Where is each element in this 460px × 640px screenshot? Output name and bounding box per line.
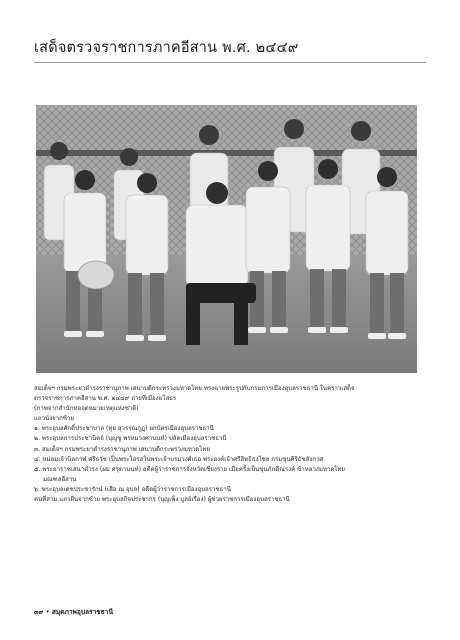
- caption-line: ตรวจราชการภาคอีสาน พ.ศ. ๒๔๔๙ ถ่ายที่เมืองยโสธร: [34, 395, 177, 403]
- photo-caption: [34, 384, 429, 505]
- historical-group-photo: [36, 105, 417, 373]
- caption-line: ๔. หม่อมเจ้านิลกาฬ ศรีธวัช เป็นพระโอรสในพระเจ้าบรมวงศ์เธอ พระองค์เจ้าศรีสิทธิธงไชย กรมขุนศิริธัชสังกาศ: [34, 455, 324, 463]
- page-footer: [34, 606, 113, 617]
- caption-line: สมเด็จฯ กรมพระยาดำรงราชานุภาพ เสนาบดีกระทรวงมหาดไทย ทรงฉายพระรูปกับกรมการเมืองอุบลราชธานี ในคราวเสด็จ: [34, 385, 355, 392]
- caption-line: (ภาพจากสำนักหอจดหมายเหตุแห่งชาติ): [34, 405, 139, 413]
- caption-line: ๕. พระยาราชเสนาดำรง (ผม ศรุตานนท์) อดีตผู้ว่าราชการจังหวัดเชียงราย เมื่อครั้งเป็นขุนภักดีณรงค์ ข้าหลวงมหาดไทย: [34, 465, 345, 473]
- group-photo-graphic: [36, 105, 417, 373]
- page-number: ๓๙: [34, 608, 44, 616]
- caption-line: คนที่สาม แถวยืนจากซ้าย พระอุบลกิจประชากร (บุญเพ็ง บูลย์เรือง) ผู้ช่วยราชการเมืองอุบลราชธานี: [34, 496, 290, 504]
- caption-line: ๑. พระอุบลศักดิ์ประชาบาล (ทุย สุวรรณกูฏ) ยกบัตรเมืองอุบลราชธานี: [34, 425, 214, 433]
- caption-line: ๒. พระอุบลการประชานิตย์ (บุญชู พรหมวงศานนท์) ปลัดเมืองอุบลราชธานี: [34, 435, 227, 443]
- caption-line: แถวนั่งจากซ้าย: [34, 415, 74, 423]
- title-divider: [34, 62, 426, 63]
- book-title: สมุดภาพอุบลราชธานี: [51, 608, 114, 616]
- caption-line: ๖. พระอุบลเดชประชารักษ์ (เสือ ณ อุบล) อดีตผู้ว่าราชการเมืองอุบลราชธานี: [34, 485, 231, 493]
- caption-line: มณฑลอีสาน: [43, 475, 77, 483]
- caption-line: ๓. สมเด็จฯ กรมพระยาดำรงราชานุภาพ เสนาบดีกระทรวงมหาดไทย: [34, 445, 210, 453]
- page-title: เสด็จตรวจราชการภาคอีสาน พ.ศ. ๒๔๔๙: [34, 40, 299, 56]
- footer-separator: •: [45, 608, 50, 616]
